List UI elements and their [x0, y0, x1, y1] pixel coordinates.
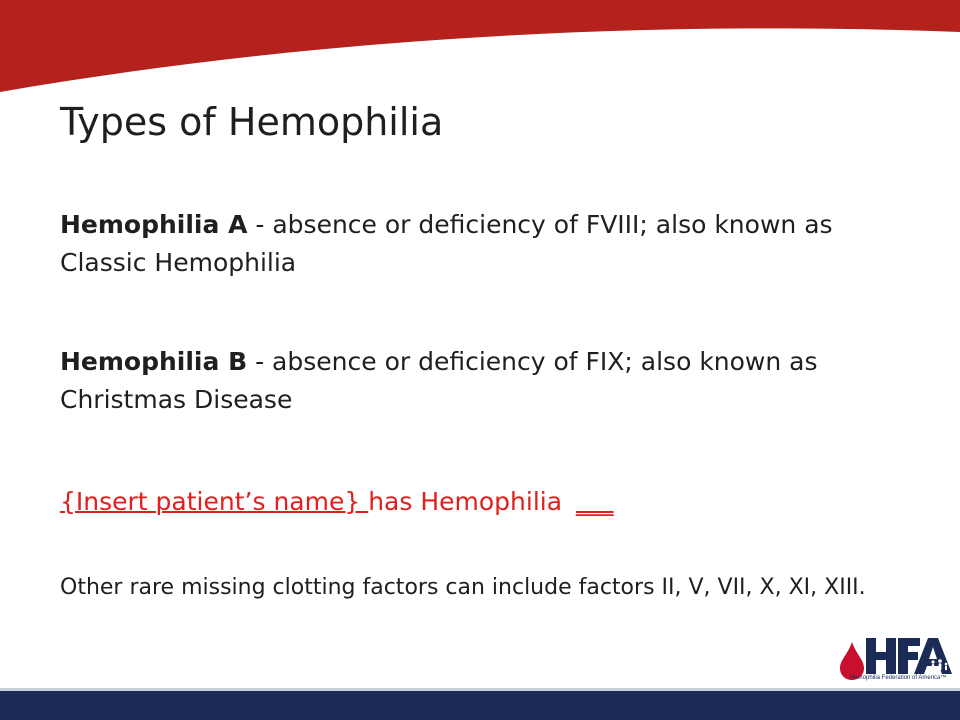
- hfa-logo-caption: Hemophilia Federation of America™: [850, 675, 947, 681]
- slide-title: Types of Hemophilia: [60, 100, 444, 144]
- rare-factors-note: Other rare missing clotting factors can include factors II, V, VII, X, XI, XIII.: [60, 575, 866, 600]
- hemophilia-type-blank: ___: [576, 487, 614, 516]
- hemophilia-b-text: - absence or deficiency of FIX; also known as Christmas Disease: [60, 347, 818, 414]
- hemophilia-a-item: [60, 206, 890, 282]
- hemophilia-b-item: [60, 343, 890, 419]
- hemophilia-a-label: Hemophilia A: [60, 210, 248, 239]
- hemophilia-b-label: Hemophilia B: [60, 347, 248, 376]
- hemophilia-a-text: - absence or deficiency of FVIII; also known as Classic Hemophilia: [60, 210, 833, 277]
- patient-name-placeholder: {Insert patient’s name}: [60, 487, 369, 516]
- top-banner-swoosh: [0, 0, 960, 95]
- footer-bar: [0, 691, 960, 720]
- patient-insert-text: has Hemophilia: [368, 487, 563, 516]
- patient-insert-line: [60, 483, 890, 521]
